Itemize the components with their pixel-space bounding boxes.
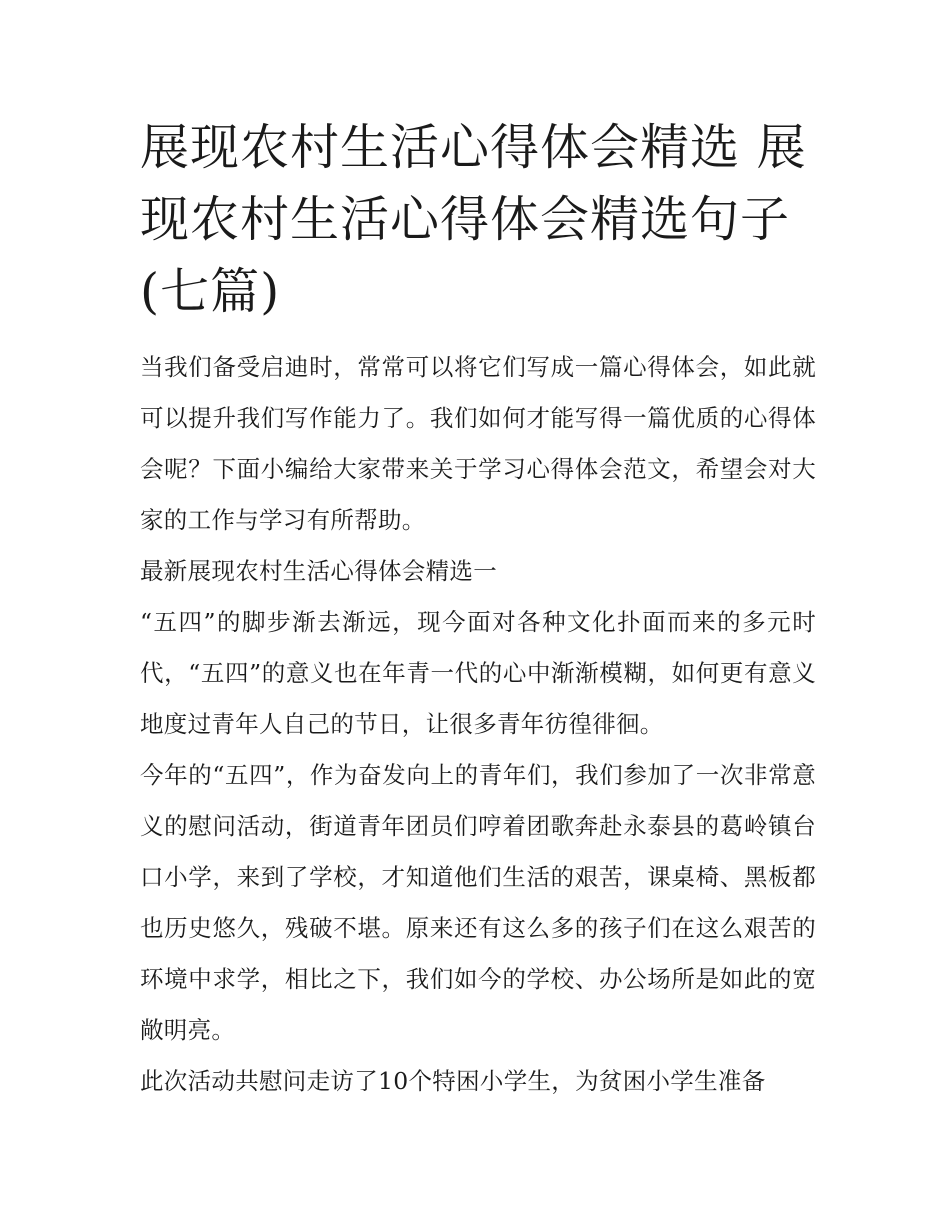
body-paragraph: 此次活动共慰问走访了10个特困小学生，为贫困小学生准备 bbox=[140, 1067, 766, 1095]
document-page bbox=[140, 112, 816, 1107]
body-paragraph: “五四”的脚步渐去渐远，现今面对各种文化扑面而来的多元时代，“五四”的意义也在年青一代的心中渐渐模糊，如何更有意义地度过青年人自己的节日，让很多青年彷徨徘徊。 bbox=[140, 608, 816, 738]
document-body bbox=[140, 342, 816, 1107]
body-paragraph: 今年的“五四”，作为奋发向上的青年们，我们参加了一次非常意义的慰问活动，街道青年团员们哼着团歌奔赴永泰县的葛岭镇台口小学，来到了学校，才知道他们生活的艰苦，课桌椅、黑板都也历史悠久，残破不堪。原来还有这么多的孩子们在这么艰苦的环境中求学，相比之下，我们如今的学校、办公场所是如此的宽敞明亮。 bbox=[140, 761, 816, 1044]
section-heading: 最新展现农村生活心得体会精选一 bbox=[140, 557, 497, 585]
document-title: 展现农村生活心得体会精选 展现农村生活心得体会精选句子(七篇) bbox=[140, 119, 807, 320]
intro-paragraph: 当我们备受启迪时，常常可以将它们写成一篇心得体会，如此就可以提升我们写作能力了。我们如何才能写得一篇优质的心得体会呢？下面小编给大家带来关于学习心得体会范文，希望会对大家的工作与学习有所帮助。 bbox=[140, 353, 816, 534]
